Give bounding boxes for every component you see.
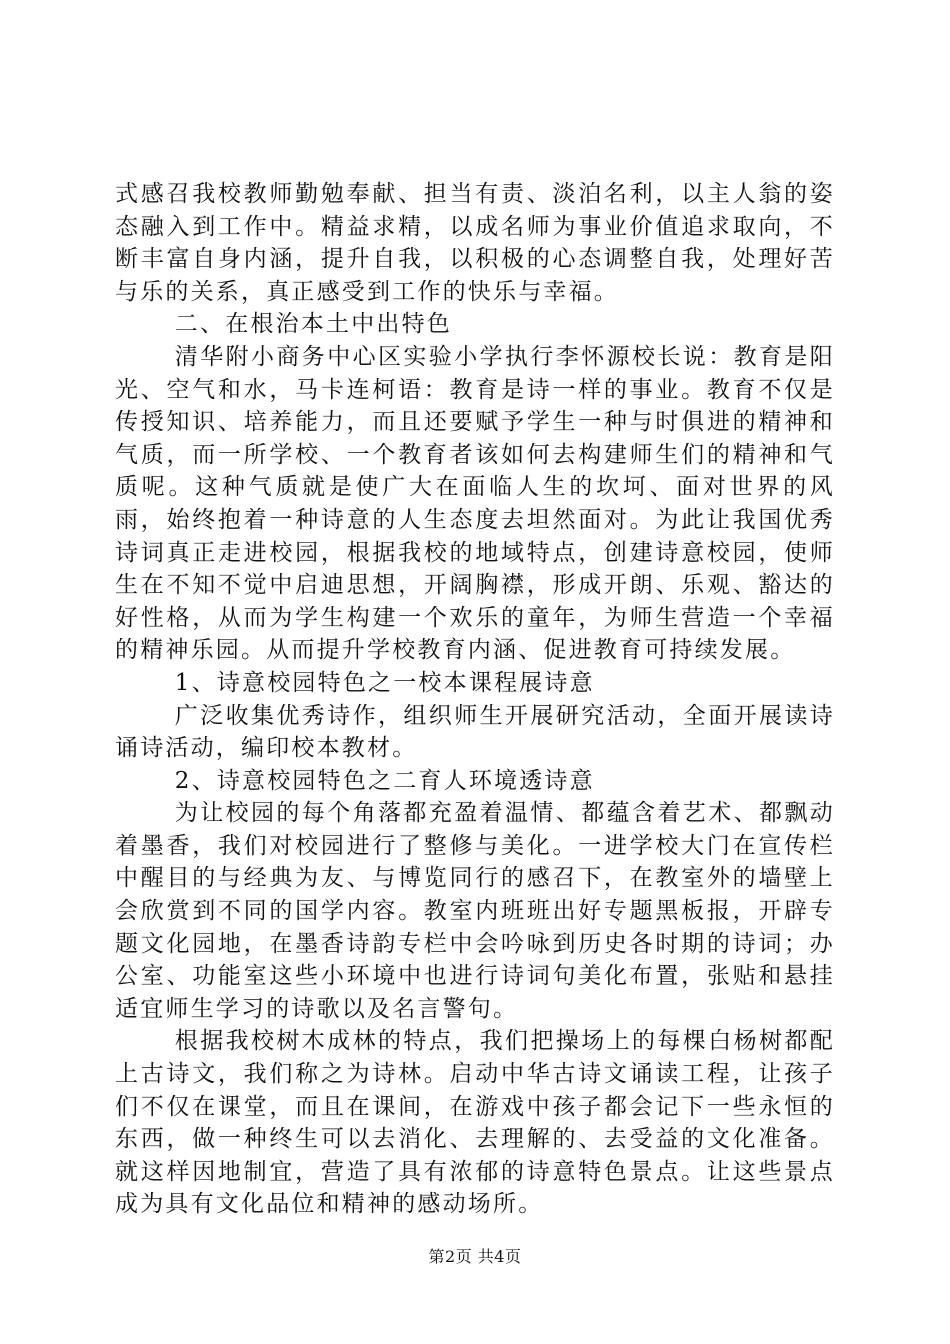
- page-footer: 第2页 共4页: [428, 1247, 522, 1266]
- paragraph: 根据我校树木成林的特点，我们把操场上的每棵白杨树都配上古诗文，我们称之为诗林。启动中华古诗文诵读工程，让孩子们不仅在课堂，而且在课间，在游戏中孩子都会记下一些永恒的东西，做一种终生可以去消化、去理解的、去受益的文化准备。就这样因地制宜，营造了具有浓郁的诗意特色景点。让这些景点成为具有文化品位和精神的感动场所。: [115, 1028, 835, 1218]
- paragraph: 清华附小商务中心区实验小学执行李怀源校长说：教育是阳光、空气和水，马卡连柯语：教育是诗一样的事业。教育不仅是传授知识、培养能力，而且还要赋予学生一种与时俱进的精神和气质，而一所学校、一个教育者该如何去构建师生们的精神和气质呢。这种气质就是使广大在面临人生的坎坷、面对世界的风雨，始终抱着一种诗意的人生态度去坦然面对。为此让我国优秀诗词真正走进校园，根据我校的地域特点，创建诗意校园，使师生在不知不觉中启迪思想，开阔胸襟，形成开朗、乐观、豁达的好性格，从而为学生构建一个欢乐的童年，为师生营造一个幸福的精神乐园。从而提升学校教育内涵、促进教育可持续发展。: [115, 343, 835, 664]
- section-heading: 二、在根治本土中出特色: [174, 311, 452, 338]
- paragraph: 式感召我校教师勤勉奉献、担当有责、淡泊名利，以主人翁的姿态融入到工作中。精益求精，以成名师为事业价值追求取向，不断丰富自身内涵，提升自我，以积极的心态调整自我，处理好苦与乐的关系，真正感受到工作的快乐与幸福。: [115, 181, 835, 305]
- paragraph: 广泛收集优秀诗作，组织师生开展研究活动，全面开展读诗诵诗活动，编印校本教材。: [115, 702, 835, 762]
- subsection-heading: 2、诗意校园特色之二育人环境透诗意: [174, 767, 595, 794]
- paragraph: 为让校园的每个角落都充盈着温情、都蕴含着艺术、都飘动着墨香，我们对校园进行了整修与美化。一进学校大门在宣传栏中醒目的与经典为友、与博览同行的感召下，在教室外的墙壁上会欣赏到不同的国学内容。教室内班班出好专题黑板报，开辟专题文化园地，在墨香诗韵专栏中会吟咏到历史各时期的诗词；办公室、功能室这些小环境中也进行诗词句美化布置，张贴和悬挂适宜师生学习的诗歌以及名言警句。: [115, 800, 835, 1022]
- document-body: [115, 178, 835, 1221]
- subsection-heading: 1、诗意校园特色之一校本课程展诗意: [174, 669, 595, 696]
